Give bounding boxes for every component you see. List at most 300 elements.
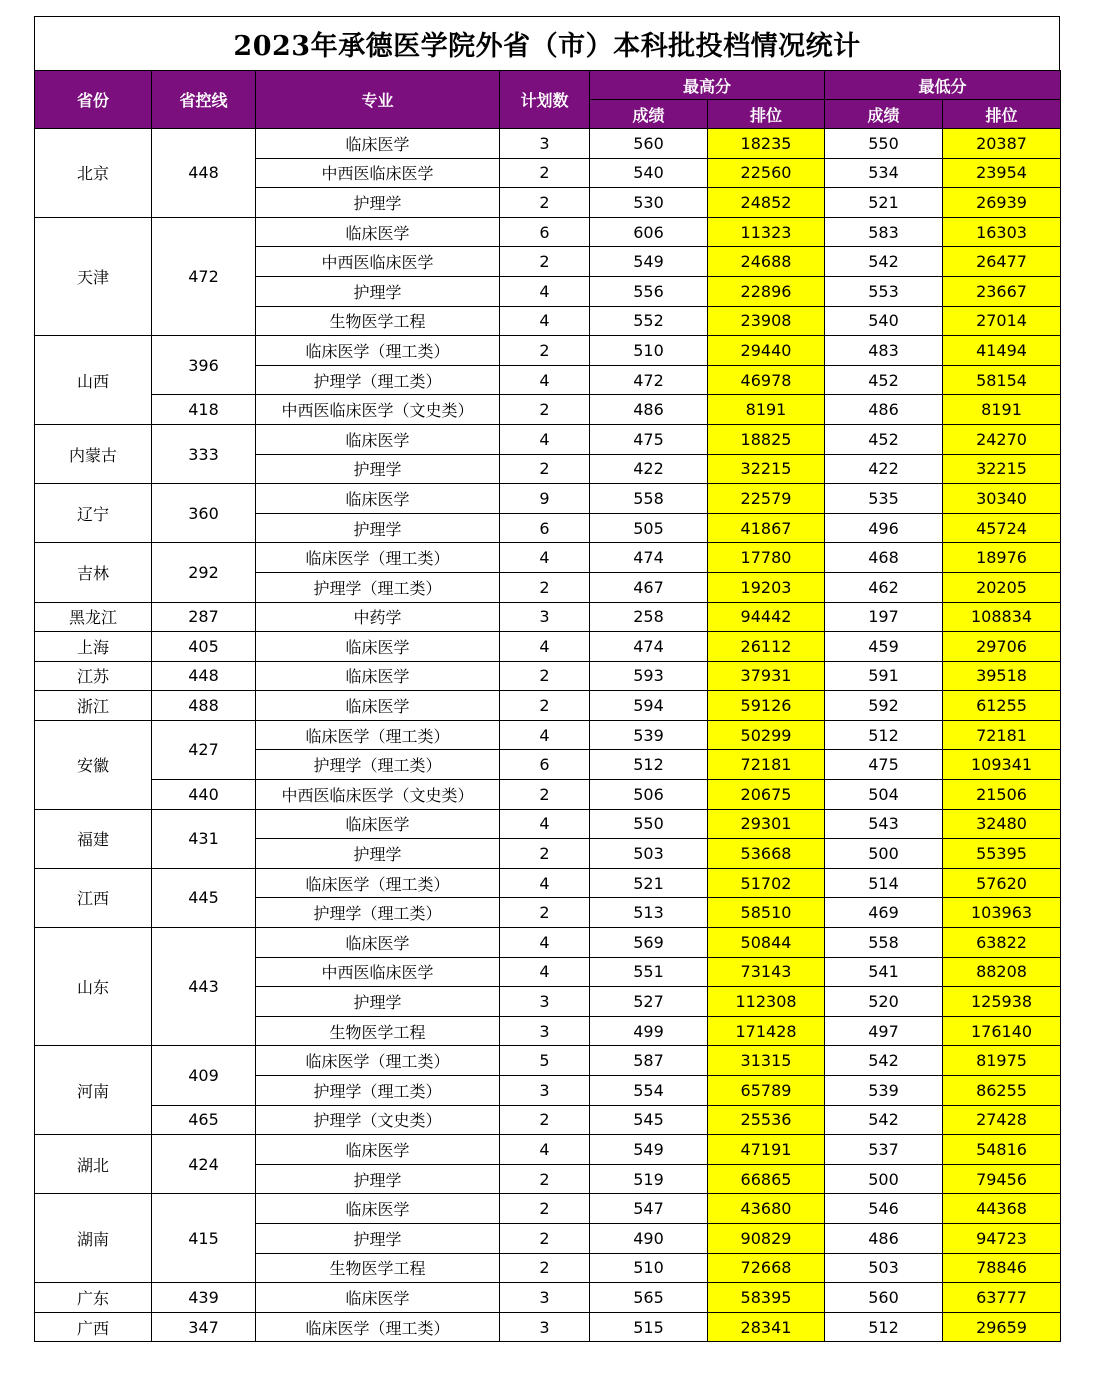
plan-cell: 2 [500, 1105, 590, 1135]
max-score-cell: 560 [590, 129, 708, 159]
control-line-cell: 431 [152, 809, 256, 868]
min-score-cell: 512 [825, 720, 943, 750]
plan-cell: 4 [500, 868, 590, 898]
table-row [35, 809, 1061, 839]
max-score-cell: 594 [590, 691, 708, 721]
max-rank-cell: 25536 [708, 1105, 825, 1135]
max-rank-cell: 90829 [708, 1223, 825, 1253]
min-score-cell: 560 [825, 1283, 943, 1313]
max-rank-cell: 18235 [708, 129, 825, 159]
major-cell: 中西医临床医学 [256, 247, 500, 277]
table-row [35, 928, 1061, 958]
max-score-cell: 510 [590, 336, 708, 366]
header-min-score: 成绩 [825, 100, 943, 129]
major-cell: 护理学 [256, 276, 500, 306]
major-cell: 中药学 [256, 602, 500, 632]
min-rank-cell: 20205 [943, 572, 1061, 602]
admission-sheet [34, 16, 1060, 1342]
min-score-cell: 452 [825, 424, 943, 454]
province-cell: 北京 [35, 129, 152, 218]
min-rank-cell: 21506 [943, 780, 1061, 810]
min-score-cell: 500 [825, 1164, 943, 1194]
province-cell: 江西 [35, 868, 152, 927]
table-row [35, 1105, 1061, 1135]
min-rank-cell: 24270 [943, 424, 1061, 454]
min-score-cell: 535 [825, 484, 943, 514]
max-rank-cell: 37931 [708, 661, 825, 691]
min-score-cell: 483 [825, 336, 943, 366]
plan-cell: 2 [500, 780, 590, 810]
min-score-cell: 540 [825, 306, 943, 336]
header-max-group: 最高分 [590, 71, 825, 100]
max-score-cell: 521 [590, 868, 708, 898]
major-cell: 生物医学工程 [256, 306, 500, 336]
min-rank-cell: 109341 [943, 750, 1061, 780]
max-score-cell: 554 [590, 1076, 708, 1106]
major-cell: 中西医临床医学 [256, 957, 500, 987]
max-score-cell: 510 [590, 1253, 708, 1283]
plan-cell: 2 [500, 1223, 590, 1253]
plan-cell: 6 [500, 217, 590, 247]
control-line-cell: 472 [152, 217, 256, 335]
max-rank-cell: 29301 [708, 809, 825, 839]
major-cell: 临床医学（理工类） [256, 336, 500, 366]
max-score-cell: 547 [590, 1194, 708, 1224]
min-score-cell: 543 [825, 809, 943, 839]
max-rank-cell: 171428 [708, 1016, 825, 1046]
major-cell: 临床医学 [256, 424, 500, 454]
province-cell: 内蒙古 [35, 424, 152, 483]
control-line-cell: 418 [152, 395, 256, 425]
max-rank-cell: 22896 [708, 276, 825, 306]
min-rank-cell: 23954 [943, 158, 1061, 188]
table-row [35, 1312, 1061, 1342]
min-rank-cell: 79456 [943, 1164, 1061, 1194]
table-row [35, 1194, 1061, 1224]
max-score-cell: 606 [590, 217, 708, 247]
major-cell: 中西医临床医学（文史类） [256, 395, 500, 425]
min-rank-cell: 125938 [943, 987, 1061, 1017]
province-cell: 广西 [35, 1312, 152, 1342]
max-rank-cell: 26112 [708, 632, 825, 662]
major-cell: 护理学（理工类） [256, 365, 500, 395]
plan-cell: 9 [500, 484, 590, 514]
max-rank-cell: 19203 [708, 572, 825, 602]
min-score-cell: 558 [825, 928, 943, 958]
max-score-cell: 527 [590, 987, 708, 1017]
min-rank-cell: 78846 [943, 1253, 1061, 1283]
max-rank-cell: 41867 [708, 513, 825, 543]
plan-cell: 3 [500, 1283, 590, 1313]
control-line-cell: 409 [152, 1046, 256, 1105]
max-rank-cell: 46978 [708, 365, 825, 395]
max-score-cell: 549 [590, 247, 708, 277]
province-cell: 黑龙江 [35, 602, 152, 632]
min-score-cell: 496 [825, 513, 943, 543]
major-cell: 护理学（理工类） [256, 750, 500, 780]
max-rank-cell: 59126 [708, 691, 825, 721]
max-rank-cell: 20675 [708, 780, 825, 810]
min-score-cell: 422 [825, 454, 943, 484]
plan-cell: 2 [500, 1253, 590, 1283]
province-cell: 湖北 [35, 1135, 152, 1194]
min-rank-cell: 8191 [943, 395, 1061, 425]
plan-cell: 3 [500, 602, 590, 632]
table-row [35, 217, 1061, 247]
max-score-cell: 505 [590, 513, 708, 543]
major-cell: 护理学（理工类） [256, 1076, 500, 1106]
table-row [35, 424, 1061, 454]
table-row [35, 720, 1061, 750]
table-row [35, 691, 1061, 721]
max-score-cell: 551 [590, 957, 708, 987]
max-score-cell: 474 [590, 543, 708, 573]
control-line-cell: 440 [152, 780, 256, 810]
plan-cell: 2 [500, 188, 590, 218]
province-cell: 广东 [35, 1283, 152, 1313]
min-rank-cell: 103963 [943, 898, 1061, 928]
max-rank-cell: 8191 [708, 395, 825, 425]
major-cell: 临床医学（理工类） [256, 868, 500, 898]
major-cell: 临床医学（理工类） [256, 1312, 500, 1342]
max-score-cell: 550 [590, 809, 708, 839]
min-rank-cell: 26939 [943, 188, 1061, 218]
control-line-cell: 448 [152, 129, 256, 218]
province-cell: 湖南 [35, 1194, 152, 1283]
max-rank-cell: 53668 [708, 839, 825, 869]
min-rank-cell: 63822 [943, 928, 1061, 958]
major-cell: 临床医学 [256, 661, 500, 691]
plan-cell: 2 [500, 572, 590, 602]
min-rank-cell: 44368 [943, 1194, 1061, 1224]
min-score-cell: 546 [825, 1194, 943, 1224]
max-rank-cell: 112308 [708, 987, 825, 1017]
max-rank-cell: 72668 [708, 1253, 825, 1283]
table-row [35, 602, 1061, 632]
table-row [35, 395, 1061, 425]
min-score-cell: 469 [825, 898, 943, 928]
plan-cell: 5 [500, 1046, 590, 1076]
min-score-cell: 539 [825, 1076, 943, 1106]
control-line-cell: 347 [152, 1312, 256, 1342]
max-rank-cell: 29440 [708, 336, 825, 366]
plan-cell: 2 [500, 1194, 590, 1224]
min-rank-cell: 58154 [943, 365, 1061, 395]
min-rank-cell: 27428 [943, 1105, 1061, 1135]
table-header [35, 71, 1061, 129]
min-rank-cell: 55395 [943, 839, 1061, 869]
min-score-cell: 550 [825, 129, 943, 159]
min-score-cell: 591 [825, 661, 943, 691]
plan-cell: 3 [500, 1076, 590, 1106]
plan-cell: 4 [500, 276, 590, 306]
control-line-cell: 488 [152, 691, 256, 721]
min-score-cell: 486 [825, 395, 943, 425]
max-rank-cell: 50844 [708, 928, 825, 958]
max-rank-cell: 51702 [708, 868, 825, 898]
min-score-cell: 553 [825, 276, 943, 306]
province-cell: 安徽 [35, 720, 152, 809]
plan-cell: 2 [500, 898, 590, 928]
control-line-cell: 445 [152, 868, 256, 927]
min-score-cell: 537 [825, 1135, 943, 1165]
plan-cell: 4 [500, 306, 590, 336]
major-cell: 临床医学 [256, 1283, 500, 1313]
header-plan: 计划数 [500, 71, 590, 129]
plan-cell: 4 [500, 809, 590, 839]
max-rank-cell: 18825 [708, 424, 825, 454]
table-row [35, 1046, 1061, 1076]
max-score-cell: 506 [590, 780, 708, 810]
min-score-cell: 504 [825, 780, 943, 810]
min-score-cell: 514 [825, 868, 943, 898]
province-cell: 吉林 [35, 543, 152, 602]
header-control-line: 省控线 [152, 71, 256, 129]
control-line-cell: 287 [152, 602, 256, 632]
table-row [35, 336, 1061, 366]
min-score-cell: 542 [825, 1046, 943, 1076]
major-cell: 临床医学 [256, 632, 500, 662]
max-rank-cell: 43680 [708, 1194, 825, 1224]
min-rank-cell: 18976 [943, 543, 1061, 573]
min-score-cell: 500 [825, 839, 943, 869]
major-cell: 临床医学 [256, 928, 500, 958]
control-line-cell: 292 [152, 543, 256, 602]
table-body [35, 129, 1061, 1342]
admission-table [34, 70, 1061, 1342]
max-rank-cell: 22579 [708, 484, 825, 514]
control-line-cell: 439 [152, 1283, 256, 1313]
table-row [35, 1283, 1061, 1313]
plan-cell: 2 [500, 661, 590, 691]
plan-cell: 3 [500, 1312, 590, 1342]
max-rank-cell: 28341 [708, 1312, 825, 1342]
major-cell: 中西医临床医学 [256, 158, 500, 188]
min-rank-cell: 54816 [943, 1135, 1061, 1165]
major-cell: 临床医学 [256, 1194, 500, 1224]
min-rank-cell: 176140 [943, 1016, 1061, 1046]
min-score-cell: 468 [825, 543, 943, 573]
province-cell: 山东 [35, 928, 152, 1046]
province-cell: 江苏 [35, 661, 152, 691]
max-score-cell: 540 [590, 158, 708, 188]
major-cell: 护理学 [256, 513, 500, 543]
min-score-cell: 534 [825, 158, 943, 188]
plan-cell: 6 [500, 750, 590, 780]
plan-cell: 2 [500, 336, 590, 366]
max-rank-cell: 24852 [708, 188, 825, 218]
province-cell: 浙江 [35, 691, 152, 721]
min-rank-cell: 94723 [943, 1223, 1061, 1253]
plan-cell: 2 [500, 839, 590, 869]
plan-cell: 2 [500, 247, 590, 277]
min-rank-cell: 29706 [943, 632, 1061, 662]
plan-cell: 4 [500, 957, 590, 987]
min-rank-cell: 72181 [943, 720, 1061, 750]
max-score-cell: 486 [590, 395, 708, 425]
max-rank-cell: 73143 [708, 957, 825, 987]
header-min-group: 最低分 [825, 71, 1061, 100]
province-cell: 山西 [35, 336, 152, 425]
min-score-cell: 197 [825, 602, 943, 632]
max-score-cell: 556 [590, 276, 708, 306]
max-rank-cell: 23908 [708, 306, 825, 336]
major-cell: 临床医学（理工类） [256, 720, 500, 750]
control-line-cell: 427 [152, 720, 256, 779]
max-rank-cell: 47191 [708, 1135, 825, 1165]
plan-cell: 6 [500, 513, 590, 543]
province-cell: 天津 [35, 217, 152, 335]
province-cell: 上海 [35, 632, 152, 662]
min-score-cell: 512 [825, 1312, 943, 1342]
major-cell: 临床医学（理工类） [256, 1046, 500, 1076]
plan-cell: 3 [500, 987, 590, 1017]
max-score-cell: 467 [590, 572, 708, 602]
max-score-cell: 475 [590, 424, 708, 454]
sheet-title: 2023年承德医学院外省（市）本科批投档情况统计 [34, 16, 1060, 70]
control-line-cell: 465 [152, 1105, 256, 1135]
min-rank-cell: 108834 [943, 602, 1061, 632]
max-score-cell: 472 [590, 365, 708, 395]
max-rank-cell: 24688 [708, 247, 825, 277]
header-max-score: 成绩 [590, 100, 708, 129]
major-cell: 护理学 [256, 987, 500, 1017]
min-score-cell: 592 [825, 691, 943, 721]
min-rank-cell: 30340 [943, 484, 1061, 514]
min-score-cell: 542 [825, 247, 943, 277]
max-score-cell: 474 [590, 632, 708, 662]
min-score-cell: 503 [825, 1253, 943, 1283]
table-row [35, 632, 1061, 662]
major-cell: 护理学（理工类） [256, 898, 500, 928]
plan-cell: 3 [500, 1016, 590, 1046]
min-rank-cell: 81975 [943, 1046, 1061, 1076]
max-rank-cell: 72181 [708, 750, 825, 780]
min-rank-cell: 16303 [943, 217, 1061, 247]
plan-cell: 2 [500, 1164, 590, 1194]
major-cell: 临床医学 [256, 484, 500, 514]
plan-cell: 3 [500, 129, 590, 159]
control-line-cell: 360 [152, 484, 256, 543]
min-score-cell: 541 [825, 957, 943, 987]
max-score-cell: 490 [590, 1223, 708, 1253]
max-score-cell: 539 [590, 720, 708, 750]
plan-cell: 2 [500, 158, 590, 188]
max-rank-cell: 50299 [708, 720, 825, 750]
min-rank-cell: 32215 [943, 454, 1061, 484]
max-score-cell: 530 [590, 188, 708, 218]
major-cell: 护理学（文史类） [256, 1105, 500, 1135]
max-score-cell: 499 [590, 1016, 708, 1046]
min-rank-cell: 63777 [943, 1283, 1061, 1313]
major-cell: 临床医学 [256, 1135, 500, 1165]
major-cell: 护理学 [256, 1223, 500, 1253]
max-rank-cell: 32215 [708, 454, 825, 484]
major-cell: 临床医学（理工类） [256, 543, 500, 573]
control-line-cell: 396 [152, 336, 256, 395]
max-score-cell: 593 [590, 661, 708, 691]
min-score-cell: 497 [825, 1016, 943, 1046]
plan-cell: 4 [500, 632, 590, 662]
province-cell: 辽宁 [35, 484, 152, 543]
plan-cell: 4 [500, 1135, 590, 1165]
max-rank-cell: 58395 [708, 1283, 825, 1313]
table-row [35, 661, 1061, 691]
major-cell: 临床医学 [256, 217, 500, 247]
table-row [35, 129, 1061, 159]
control-line-cell: 424 [152, 1135, 256, 1194]
min-rank-cell: 88208 [943, 957, 1061, 987]
min-score-cell: 475 [825, 750, 943, 780]
major-cell: 护理学 [256, 188, 500, 218]
major-cell: 护理学 [256, 454, 500, 484]
control-line-cell: 415 [152, 1194, 256, 1283]
min-score-cell: 486 [825, 1223, 943, 1253]
major-cell: 中西医临床医学（文史类） [256, 780, 500, 810]
min-rank-cell: 32480 [943, 809, 1061, 839]
max-score-cell: 503 [590, 839, 708, 869]
max-score-cell: 422 [590, 454, 708, 484]
max-rank-cell: 22560 [708, 158, 825, 188]
min-rank-cell: 20387 [943, 129, 1061, 159]
min-rank-cell: 57620 [943, 868, 1061, 898]
min-rank-cell: 45724 [943, 513, 1061, 543]
header-province: 省份 [35, 71, 152, 129]
province-cell: 福建 [35, 809, 152, 868]
max-score-cell: 587 [590, 1046, 708, 1076]
control-line-cell: 333 [152, 424, 256, 483]
plan-cell: 4 [500, 720, 590, 750]
control-line-cell: 443 [152, 928, 256, 1046]
min-score-cell: 583 [825, 217, 943, 247]
min-score-cell: 452 [825, 365, 943, 395]
max-score-cell: 258 [590, 602, 708, 632]
max-rank-cell: 11323 [708, 217, 825, 247]
max-score-cell: 552 [590, 306, 708, 336]
plan-cell: 4 [500, 365, 590, 395]
min-rank-cell: 27014 [943, 306, 1061, 336]
plan-cell: 4 [500, 543, 590, 573]
header-min-rank: 排位 [943, 100, 1061, 129]
max-rank-cell: 65789 [708, 1076, 825, 1106]
major-cell: 生物医学工程 [256, 1253, 500, 1283]
major-cell: 临床医学 [256, 691, 500, 721]
max-score-cell: 519 [590, 1164, 708, 1194]
table-row [35, 1135, 1061, 1165]
min-rank-cell: 41494 [943, 336, 1061, 366]
major-cell: 护理学 [256, 839, 500, 869]
control-line-cell: 448 [152, 661, 256, 691]
max-score-cell: 545 [590, 1105, 708, 1135]
min-score-cell: 542 [825, 1105, 943, 1135]
min-rank-cell: 23667 [943, 276, 1061, 306]
max-score-cell: 569 [590, 928, 708, 958]
major-cell: 临床医学 [256, 129, 500, 159]
header-major: 专业 [256, 71, 500, 129]
plan-cell: 4 [500, 928, 590, 958]
max-score-cell: 565 [590, 1283, 708, 1313]
province-cell: 河南 [35, 1046, 152, 1135]
table-row [35, 780, 1061, 810]
table-row [35, 543, 1061, 573]
plan-cell: 2 [500, 395, 590, 425]
min-rank-cell: 61255 [943, 691, 1061, 721]
min-rank-cell: 39518 [943, 661, 1061, 691]
max-rank-cell: 94442 [708, 602, 825, 632]
max-rank-cell: 31315 [708, 1046, 825, 1076]
max-score-cell: 515 [590, 1312, 708, 1342]
max-rank-cell: 58510 [708, 898, 825, 928]
